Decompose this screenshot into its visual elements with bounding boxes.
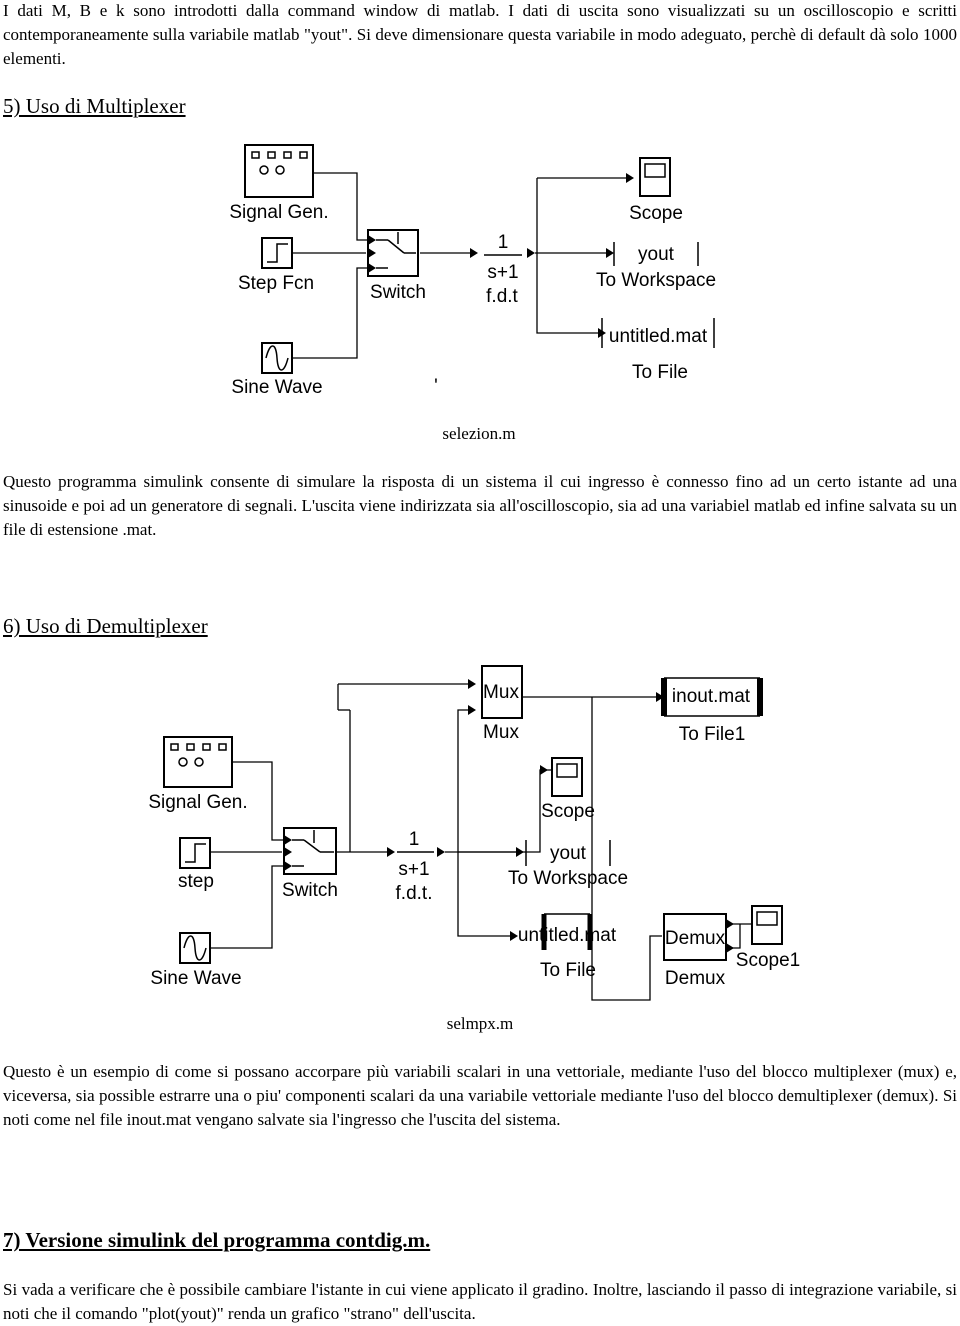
mux-inner-label: Mux [483, 682, 519, 703]
file-variable: untitled.mat [517, 925, 617, 946]
sine-wave-label: Sine Wave [231, 377, 323, 398]
tf-numerator: 1 [408, 829, 420, 850]
branch-wire [537, 178, 598, 333]
demux-name-label: Demux [664, 968, 726, 989]
tf-name-label: f.d.t. [395, 883, 433, 904]
multiplexer-simulink-diagram [0, 0, 960, 420]
signal-generator-block [164, 737, 232, 787]
stray-tick-mark: ' [434, 376, 438, 397]
section-7-heading: 7) Versione simulink del programma contdig.m. [3, 1228, 431, 1252]
signal-generator-block [245, 145, 313, 197]
step-label: Step Fcn [237, 273, 315, 294]
section-6-heading: 6) Uso di Demultiplexer [3, 614, 208, 638]
scope-label: Scope [541, 801, 595, 822]
workspace-label: To Workspace [595, 270, 717, 291]
tf-numerator: 1 [497, 232, 509, 253]
file1-label: To File1 [678, 724, 746, 745]
workspace-variable: yout [550, 843, 586, 864]
diagram-2-caption: selmpx.m [446, 1014, 514, 1033]
step-block [180, 838, 210, 868]
signal-gen-label: Signal Gen. [148, 792, 248, 813]
intro-paragraph: I dati M, B e k sono introdotti dalla command window di matlab. I dati di uscita sono visualizzati su un oscilloscopio e scritti contemporaneamente sulla variabile matlab "yout". Si deve dimensionare questa variabile in modo adeguato, perchè di default dà solo 1000 elementi. [3, 1, 957, 68]
file-label: To File [632, 362, 688, 383]
switch-block [368, 230, 418, 276]
tf-name-label: f.d.t [486, 286, 518, 307]
tf-denominator: s+1 [487, 262, 519, 283]
scope-block [626, 158, 670, 196]
signal-gen-label: Signal Gen. [229, 202, 329, 223]
mux-in2-wire [458, 710, 468, 852]
file-label: To File [540, 960, 596, 981]
section-6-paragraph: Questo è un esempio di come si possano accorpare più variabili scalari in una vettoriale, mediante l'uso del blocco multiplexer (mux) e, viceversa, sia possible estrarre una o piu' componenti scalari da una variabile vettoriale mediante l'uso del blocco demultiplexer (demux). Si noti come nel file inout.mat vengano salvate sia l'ingresso che l'uscita del sistema. [3, 1062, 957, 1129]
section-5-paragraph: Questo programma simulink consente di simulare la risposta di un sistema il cui ingresso è connesso fino ad un certo istante ad una sinusoide e poi ad un generatore di segnali. L'uscita viene indirizzata sia all'oscilloscopio, sia ad una variabiel matlab ed infine salvata su un file di estensione .mat. [3, 472, 957, 539]
file-variable: untitled.mat [608, 326, 708, 347]
mux-name-label: Mux [483, 722, 519, 743]
scope1-label: Scope1 [735, 950, 801, 971]
file1-variable: inout.mat [671, 686, 751, 707]
workspace-variable: yout [638, 244, 674, 265]
scope-label: Scope [629, 203, 683, 224]
tf-denominator: s+1 [398, 859, 430, 880]
sine-wire [210, 866, 284, 948]
switch-block [284, 828, 336, 874]
demux-branch-wire [592, 697, 662, 1000]
demultiplexer-simulink-diagram [0, 650, 960, 1020]
file-branch-wire [458, 852, 512, 936]
scope1-block [752, 906, 782, 944]
scope-branch-wire [458, 770, 554, 852]
step-block [262, 238, 292, 268]
scope-block [540, 758, 582, 796]
sine-wave-block [262, 343, 292, 373]
sine-wave-label: Sine Wave [150, 968, 242, 989]
switch-label: Switch [282, 880, 338, 901]
switch-label: Switch [370, 282, 426, 303]
workspace-label: To Workspace [507, 868, 629, 889]
section-5-heading: 5) Uso di Multiplexer [3, 94, 186, 118]
diagram-1-caption: selezion.m [442, 424, 516, 443]
demux-inner-label: Demux [664, 928, 726, 949]
section-7-paragraph: Si vada a verificare che è possibile cambiare l'istante in cui viene applicato il gradino. Inoltre, lasciando il passo di integrazione variabile, si noti che il comando "plot(yout)" renda un grafico "strano" dell'uscita. [3, 1280, 957, 1323]
step-label: step [178, 871, 214, 892]
sine-wave-block [180, 933, 210, 963]
